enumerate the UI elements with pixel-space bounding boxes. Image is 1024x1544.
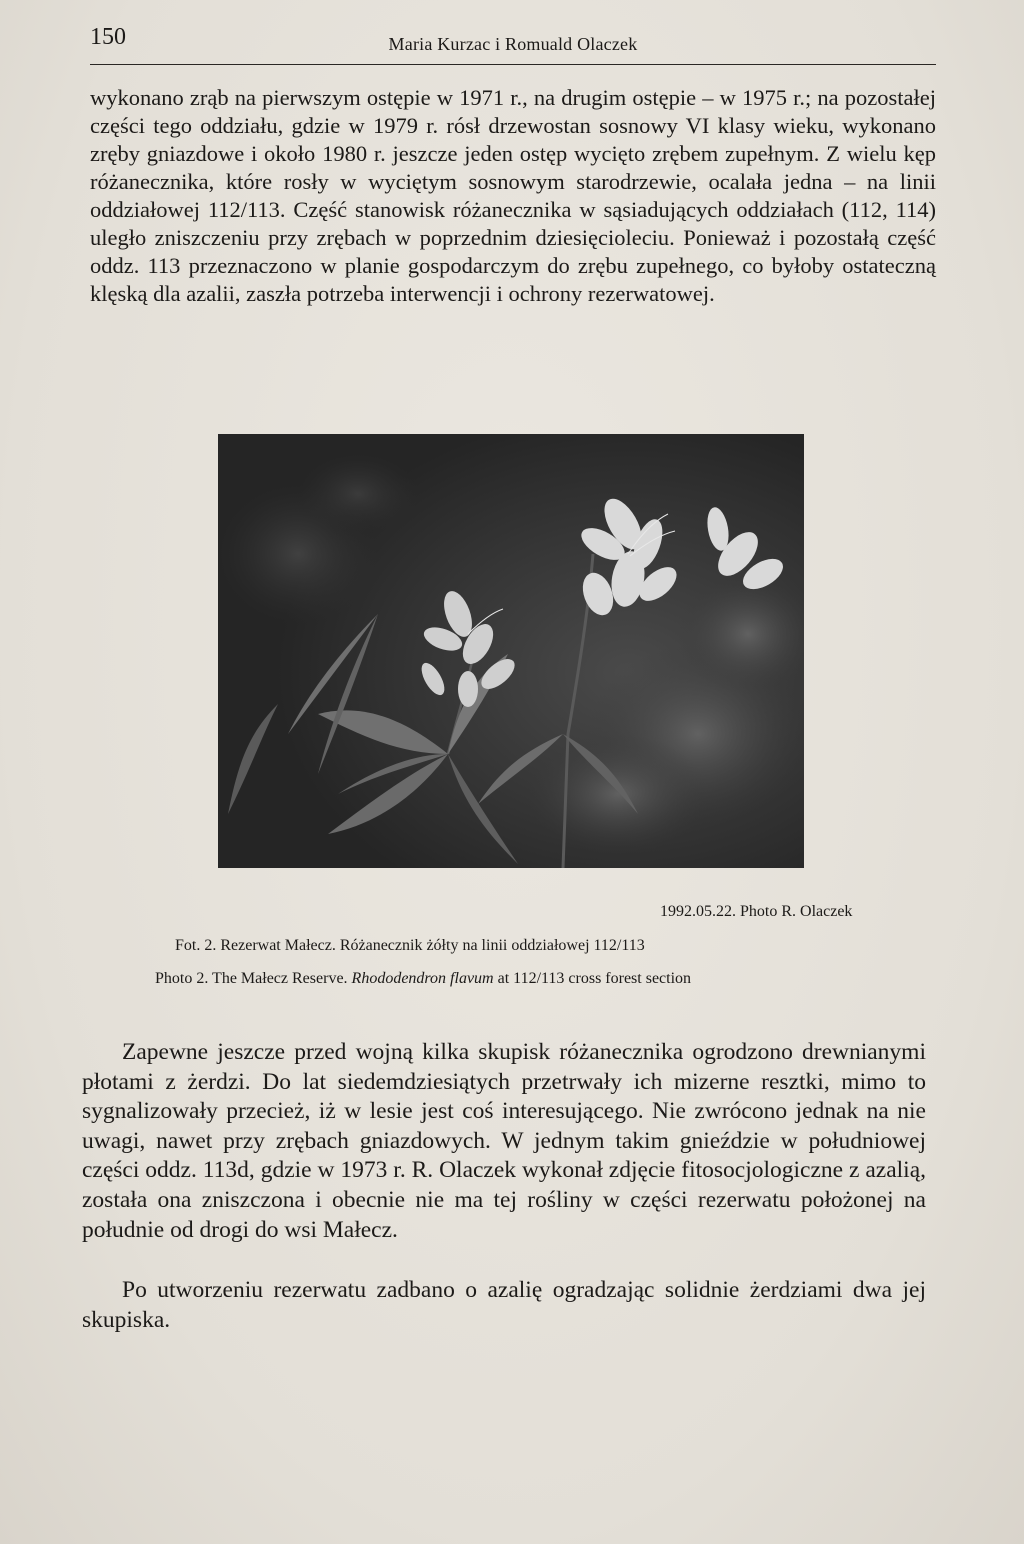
paragraph-1: wykonano zrąb na pierwszym ostępie w 1971 r., na drugim ostępie – w 1975 r.; na pozostałej części tego oddziału, gdzie w 1979 r. rósł drzewostan sosnowy VI klasy wieku, wykonano zręby gniazdowe i około 1980 r. jeszcze jeden ostęp wycięto zrębem zupełnym. Z wielu kęp różanecznika, które rosły w wyciętym sosnowym starodrzewie, ocalała jedna – na linii oddziałowej 112/113. Część stanowisk różanecznika w sąsiadujących oddziałach (112, 114) uległo zniszczeniu przy zrębach w poprzednim dziesięcioleciu. Ponieważ i pozostałą część oddz. 113 przeznaczono w planie gospodarczym do zrębu zupełnego, co byłoby ostateczną klęską dla azalii, zaszła potrzeba interwencji i ochrony rezerwatowej.: [90, 85, 936, 306]
caption-en-suffix: at 112/113 cross forest section: [493, 970, 692, 987]
caption-species-name: Rhododendron flavum: [351, 970, 494, 987]
page-number: 150: [90, 24, 126, 50]
running-head: Maria Kurzac i Romuald Olaczek: [388, 34, 638, 54]
paragraph-2: Zapewne jeszcze przed wojną kilka skupisk różanecznika ogrodzono drewnianymi płotami z żerdzi. Do lat siedemdziesiątych przetrwały ich mizerne resztki, mimo to sygnalizowały przecież, iż w lesie jest coś interesującego. Nie zwrócono jednak na nie uwagi, nawet przy zrębach gniazdowych. W jednym takim gnieździe w południowej części oddz. 113d, gdzie w 1973 r. R. Olaczek wykonał zdjęcie fitosocjologiczne z azalią, została ona zniszczona i obecnie nie ma tej rośliny w części rezerwatu położonej na południe od drogi do wsi Małecz.: [82, 1039, 926, 1243]
page-header: [90, 22, 936, 65]
figure-caption-english: [155, 970, 915, 988]
rhododendron-photo: [218, 434, 804, 868]
photo-credit: 1992.05.22. Photo R. Olaczek: [660, 903, 853, 920]
caption-en-prefix: Photo 2. The Małecz Reserve.: [155, 970, 352, 987]
paragraph-3: Po utworzeniu rezerwatu zadbano o azalię ogradzając solidnie żerdziami dwa jej skupiska.: [82, 1277, 926, 1333]
figure-caption-polish: Fot. 2. Rezerwat Małecz. Różanecznik żółty na linii oddziałowej 112/113: [175, 937, 645, 954]
